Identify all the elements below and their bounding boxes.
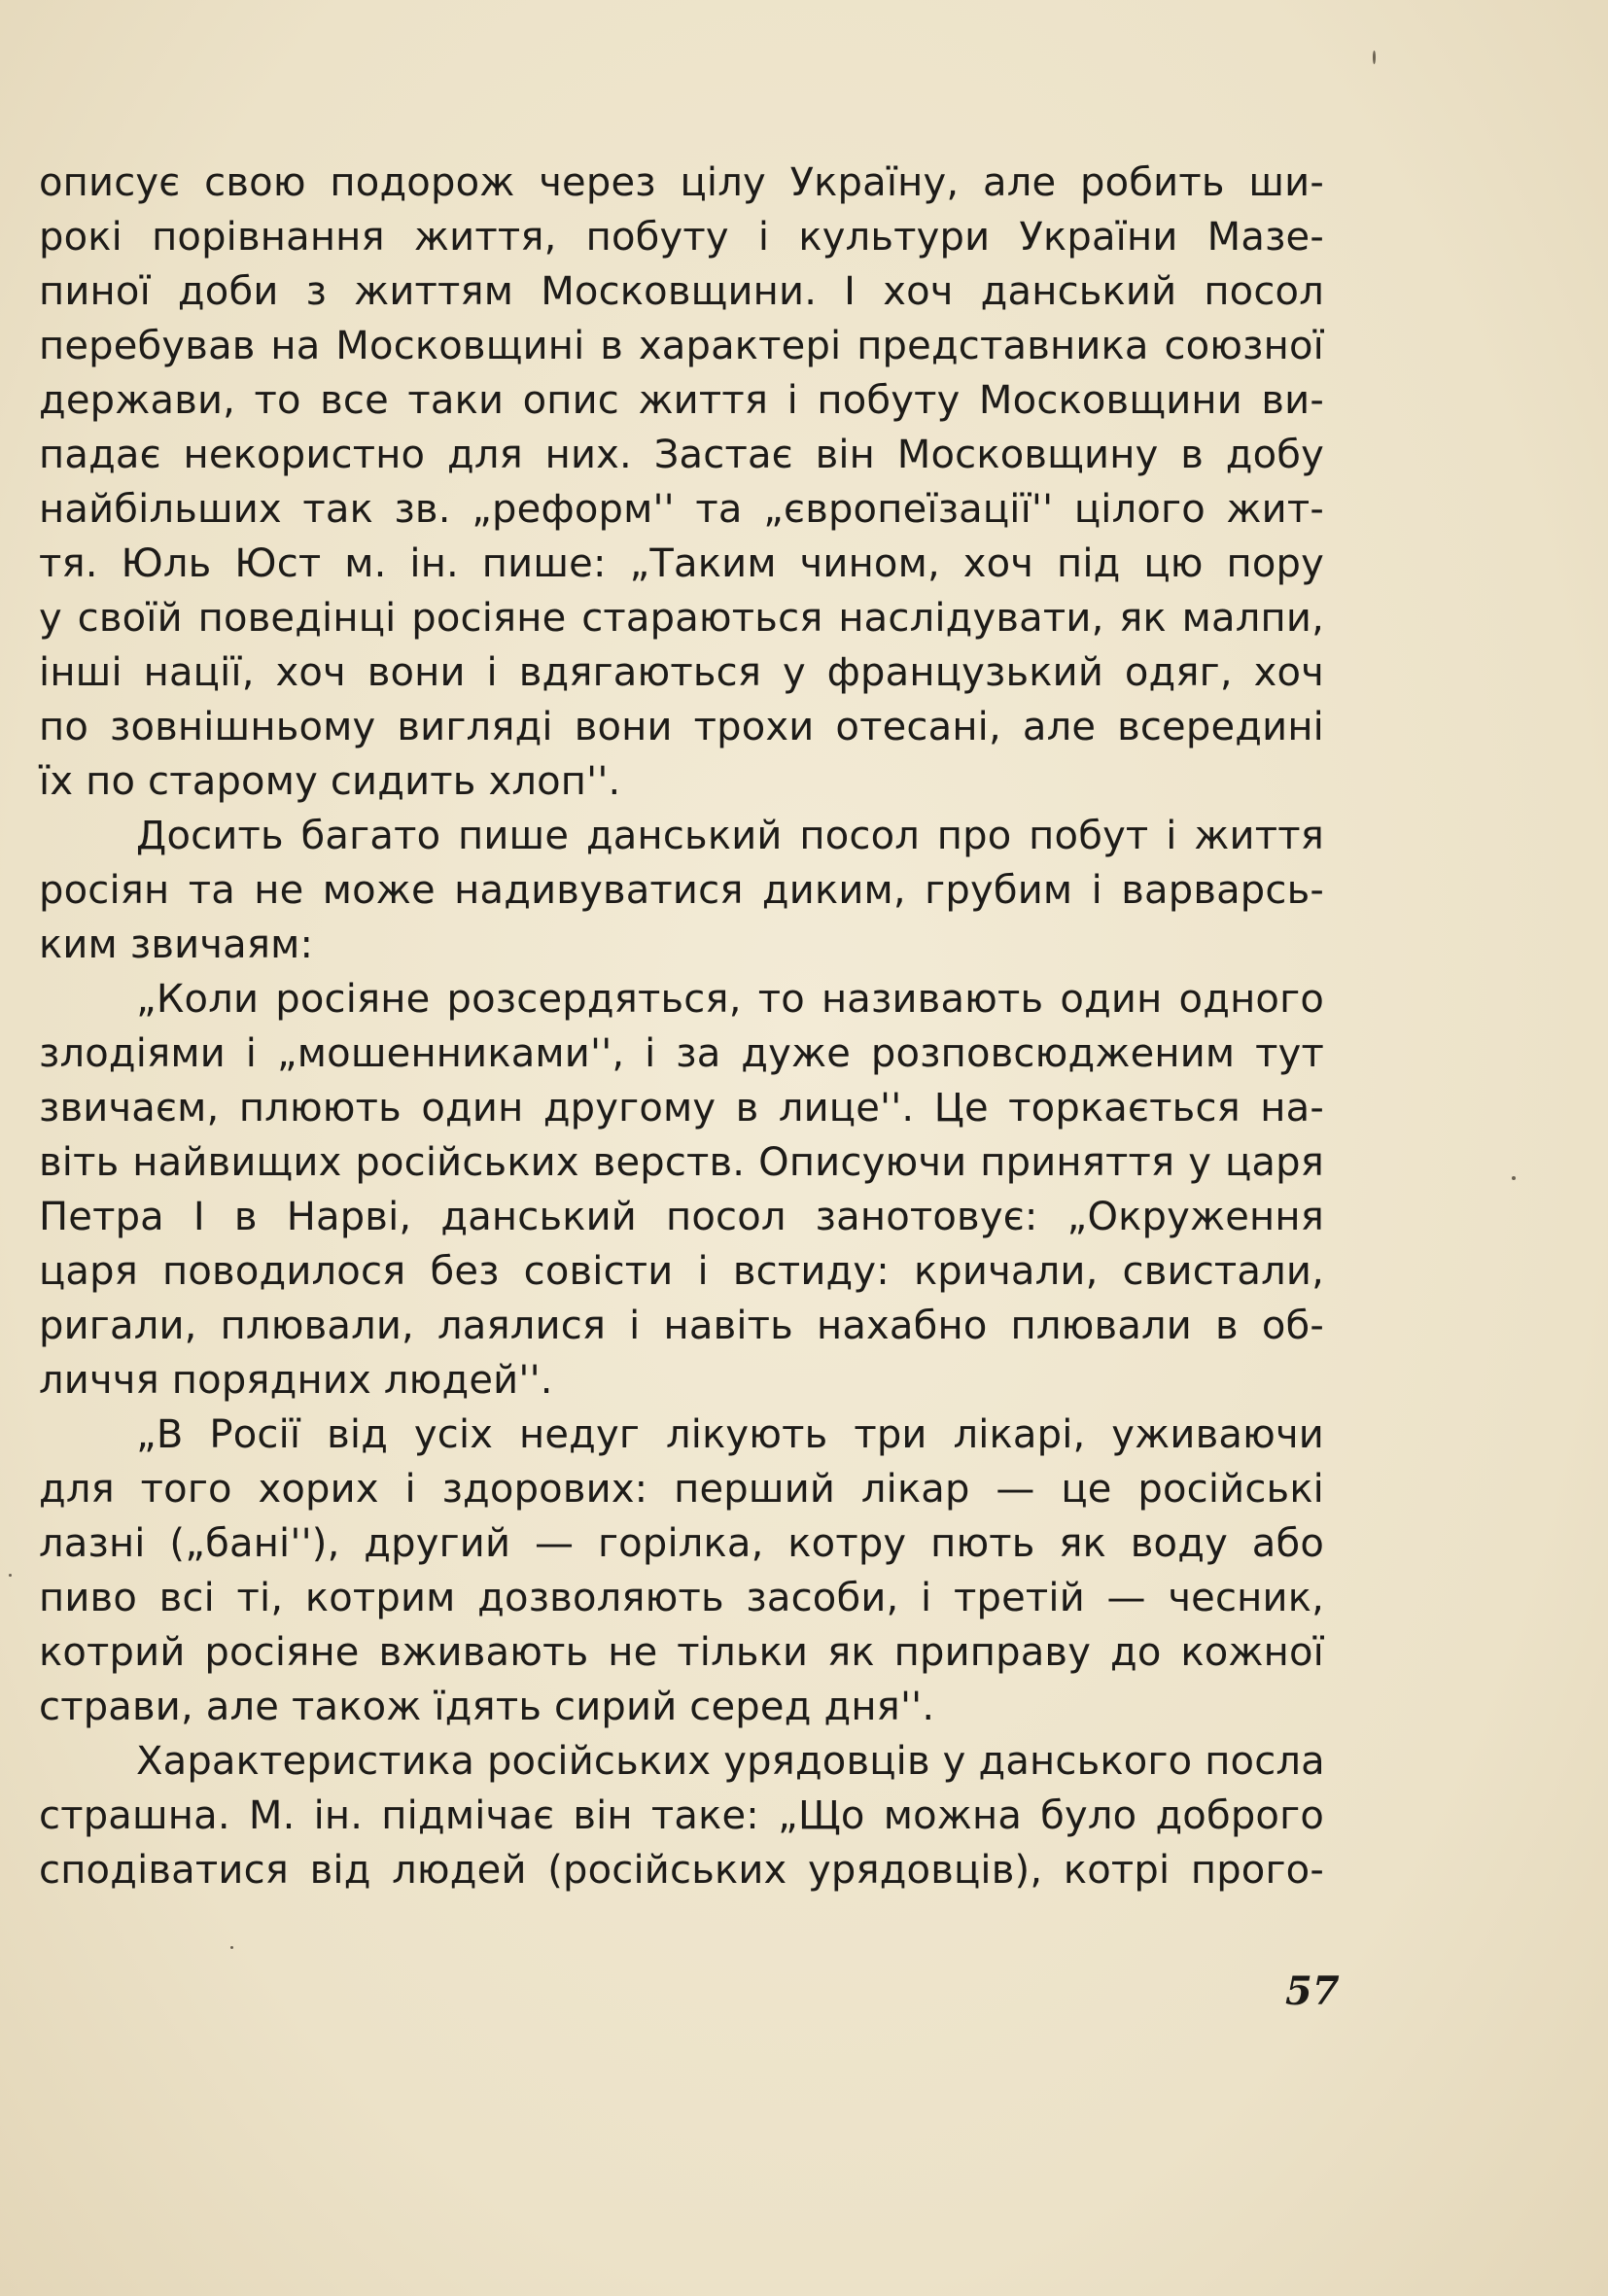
text-line: найбільших так зв. „реформ'' та „європеїзації'' цілого жит-	[39, 487, 1324, 532]
text-line: лазні („бані''), другий — горілка, котру пють як воду або	[39, 1521, 1324, 1566]
text-line: тя. Юль Юст м. ін. пише: „Таким чином, хоч під цю пору	[39, 541, 1324, 586]
text-line: „В Росії від усіх недуг лікують три лікарі, уживаючи	[136, 1412, 1324, 1457]
text-line: ким звичаям:	[39, 922, 314, 967]
text-line: по зовнішньому вигляді вони трохи отесані, але всередині	[39, 705, 1324, 749]
text-line: у своїй поведінці росіяне стараються наслідувати, як малпи,	[39, 596, 1324, 641]
text-line: росіян та не може надивуватися диким, грубим і варварсь-	[39, 868, 1324, 913]
text-line: пиво всі ті, котрим дозволяють засоби, і третій — чесник,	[39, 1576, 1324, 1620]
page-number: 57	[1285, 1968, 1340, 2014]
text-line: інші нації, хоч вони і вдягаються у французький одяг, хоч	[39, 650, 1324, 695]
text-line: злодіями і „мошенниками'', і за дуже розповсюдженим тут	[39, 1031, 1324, 1076]
text-line: падає некористно для них. Застає він Московщину в добу	[39, 433, 1324, 477]
paper-speck	[230, 1946, 233, 1949]
text-line: Характеристика російських урядовців у данського посла	[136, 1739, 1325, 1784]
text-line: котрий росіяне вживають не тільки як приправу до кожної	[39, 1630, 1324, 1675]
text-line: „Коли росіяне розсердяться, то називають один одного	[136, 977, 1324, 1022]
text-line: страшна. М. ін. підмічає він таке: „Що можна було доброго	[39, 1793, 1324, 1838]
text-line: Досить багато пише данський посол про побут і життя	[136, 814, 1324, 858]
body-text	[39, 156, 1324, 1897]
text-line: рокі порівнання життя, побуту і культури України Мазе-	[39, 215, 1324, 260]
text-line: їх по старому сидить хлоп''.	[39, 759, 621, 804]
text-line: перебував на Московщині в характері представника союзної	[39, 324, 1324, 368]
text-line: віть найвищих російських верств. Описуючи приняття у царя	[39, 1140, 1324, 1185]
text-line: ригали, плювали, лаялися і навіть нахабно плювали в об-	[39, 1304, 1324, 1348]
text-line: звичаєм, плюють один другому в лице''. Це торкається на-	[39, 1086, 1324, 1131]
paper-speck	[1512, 1176, 1516, 1180]
text-line: личчя порядних людей''.	[39, 1358, 553, 1403]
text-line: царя поводилося без совісти і встиду: кричали, свистали,	[39, 1249, 1324, 1294]
paper-speck	[1373, 51, 1376, 64]
text-line: сподіватися від людей (російських урядовців), котрі прого-	[39, 1848, 1324, 1893]
text-line: страви, але також їдять сирий серед дня''.	[39, 1685, 935, 1729]
text-line: пиної доби з життям Московщини. І хоч данський посол	[39, 269, 1324, 314]
text-line: описує свою подорож через цілу Україну, але робить ши-	[39, 160, 1324, 205]
text-line: Петра І в Нарві, данський посол занотовує: „Окруження	[39, 1195, 1324, 1239]
text-line: держави, то все таки опис життя і побуту Московщини ви-	[39, 378, 1324, 423]
paper-speck	[9, 1574, 12, 1577]
text-line: для того хорих і здорових: перший лікар — це російські	[39, 1467, 1324, 1512]
